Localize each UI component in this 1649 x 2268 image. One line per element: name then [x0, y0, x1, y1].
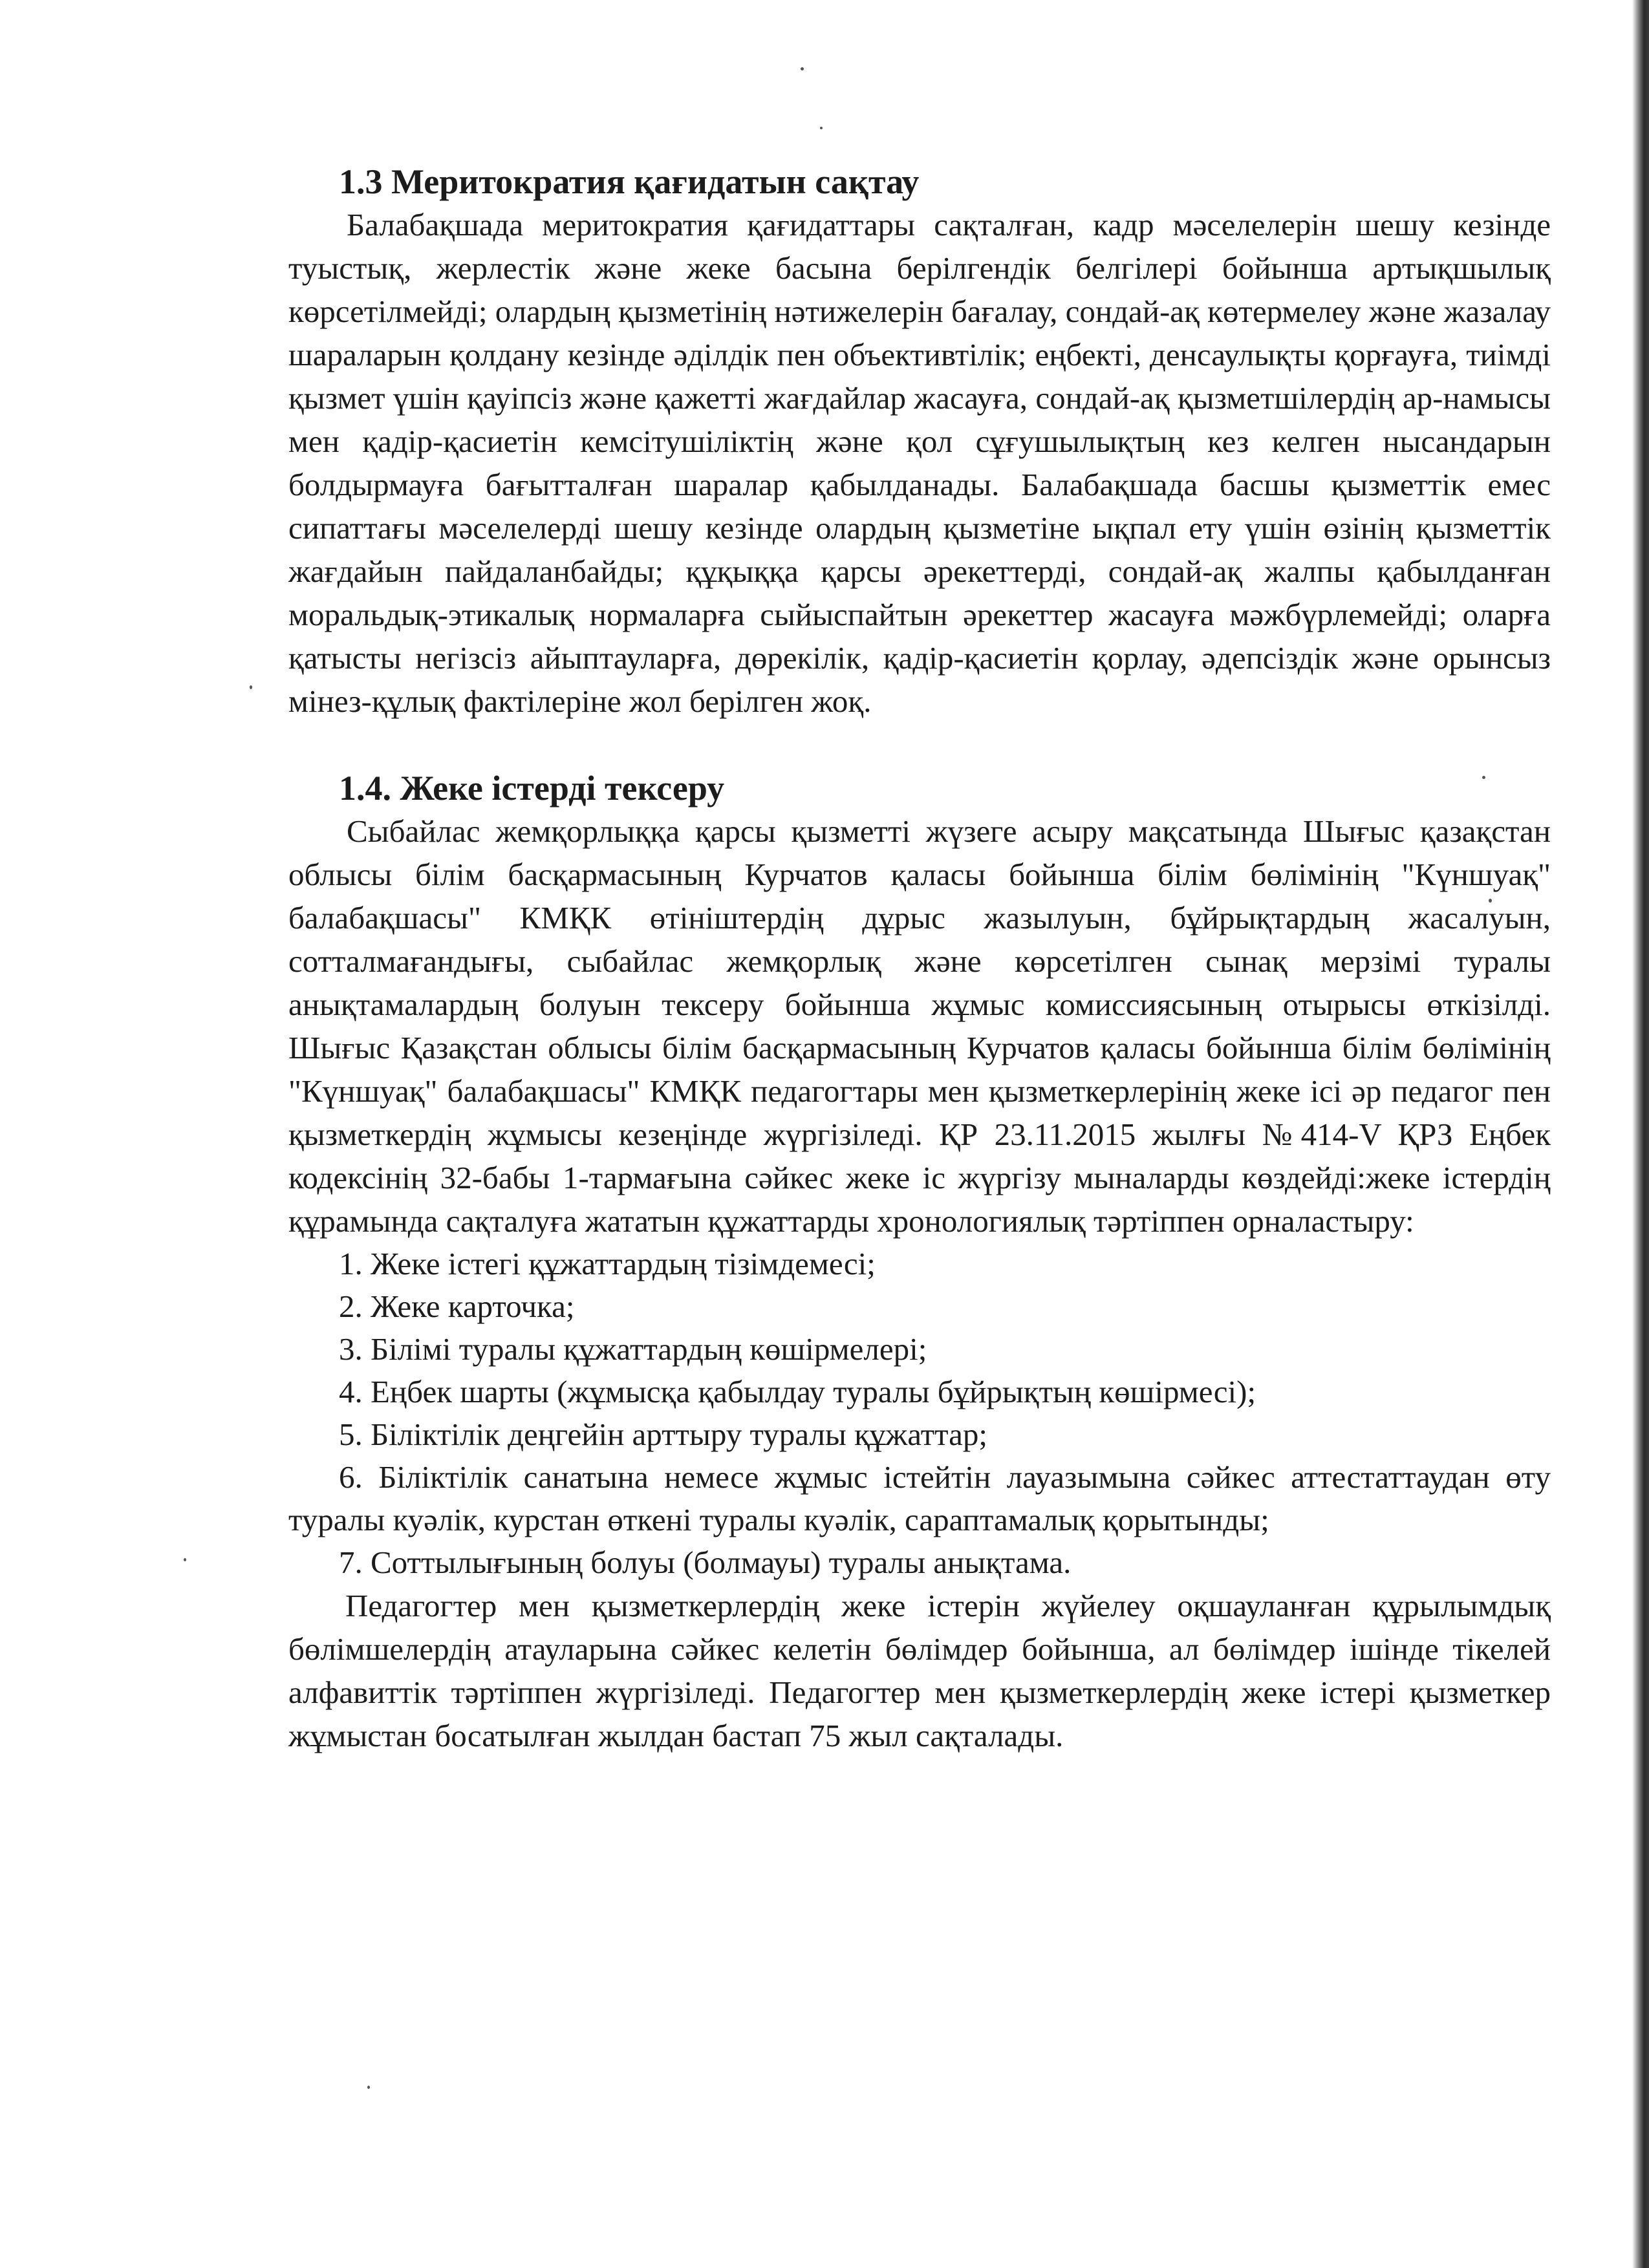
meritocracy-paragraph: Балабақшада меритократия қағидаттары сақталған, кадр мәселелерін шешу кезінде туыстық, жерлестік және жеке басына берілгендік белгілері бойынша артықшылық көрсетілмейді; олардың қызметінің нәтижелерін бағалау, сондай-ақ көтермелеу және жазалау шараларын қолдану кезінде әділдік пен объективтілік; еңбекті, денсаулықты қорғауға, тиімді қызмет үшін қауіпсіз және қажетті жағдайлар жасауға, сондай-ақ қызметшілердің ар-намысы мен қадір-қасиетін кемсітушіліктің және қол сұғушылықтың кез келген нысандарын болдырмауға бағытталған шаралар қабылданады. Балабақшада басшы қызметтік емес сипаттағы мәселелерді шешу кезінде олардың қызметіне ықпал ету үшін өзінің қызметтік жағдайын пайдаланбайды; құқыққа қарсы әрекеттерді, сондай-ақ жалпы қабылданған моральдық-этикалық нормаларға сыйыспайтын әрекеттер жасауға мәжбүрлемейді; оларға қатысты негізсіз айыптауларға, дөрекілік, қадір-қасиетін қорлау, әдепсіздік және орынсыз мінез-құлық фактілеріне жол берілген жоқ. — [288, 207, 1551, 719]
list-item: 2. Жеке карточка; — [339, 1289, 575, 1324]
closing-paragraph: Педагогтер мен қызметкерлердің жеке істерін жүйелеу оқшауланған құрылымдық бөлімшелердің атауларына сәйкес келетін бөлімдер бойынша, ал бөлімдер ішінде тікелей алфавиттік тәртіппен жүргізіледі. Педагогтер мен қызметкерлердің жеке істері қызметкер жұмыстан босатылған жылдан бастап 75 жыл сақталады. — [288, 1588, 1551, 1753]
list-item: 5. Біліктілік деңгейін арттыру туралы құжаттар; — [339, 1417, 987, 1452]
scan-speck — [184, 1558, 186, 1561]
scan-speck — [820, 127, 823, 129]
list-item: 6. Біліктілік санатына немесе жұмыс істейтін лауазымына сәйкес аттестаттаудан өту туралы куәлік, курстан өткені туралы куәлік, сараптамалық қорытынды; — [288, 1459, 1551, 1537]
section-heading-personal-files: 1.4. Жеке істерді тексеру — [339, 769, 725, 808]
list-item: 7. Соттылығының болуы (болмауы) туралы анықтама. — [339, 1545, 1072, 1580]
scan-speck — [801, 67, 804, 70]
section-heading-meritocracy: 1.3 Меритократия қағидатын сақтау — [339, 162, 920, 201]
list-item: 4. Еңбек шарты (жұмысқа қабылдау туралы бұйрықтың көшірмесі); — [339, 1374, 1256, 1409]
section-spacer — [288, 723, 1551, 767]
scan-speck — [367, 2086, 370, 2089]
list-item: 1. Жеке істегі құжаттардың тізімдемесі; — [339, 1246, 876, 1281]
document-page — [288, 160, 1551, 1757]
personal-files-paragraph: Сыбайлас жемқорлыққа қарсы қызметті жүзеге асыру мақсатында Шығыс қазақстан облысы білім басқармасының Курчатов қаласы бойынша білім бөлімінің "Күншуақ" балабақшасы" КМҚК өтініштердің дұрыс жазылуын, бұйрықтардың жасалуын, сотталмағандығы, сыбайлас жемқорлық және көрсетілген сынақ мерзімі туралы анықтамалардың болуын тексеру бойынша жұмыс комиссиясының отырысы өткізілді. Шығыс Қазақстан облысы білім басқармасының Курчатов қаласы бойынша білім бөлімінің "Күншуақ" балабақшасы" КМҚК педагогтары мен қызметкерлерінің жеке ісі әр педагог пен қызметкердің жұмысы кезеңінде жүргізіледі. ҚР 23.11.2015 жылғы №414-V ҚРЗ Еңбек кодексінің 32-бабы 1-тармағына сәйкес жеке іс жүргізу мыналарды көздейді:жеке істердің құрамында сақталуға жататын құжаттарды хронологиялық тәртіппен орналастыру: — [288, 813, 1551, 1239]
scan-edge-shadow — [1632, 0, 1649, 2268]
scan-speck — [250, 685, 252, 689]
list-item: 3. Білімі туралы құжаттардың көшірмелері; — [339, 1331, 927, 1367]
documents-list — [288, 1243, 1551, 1584]
